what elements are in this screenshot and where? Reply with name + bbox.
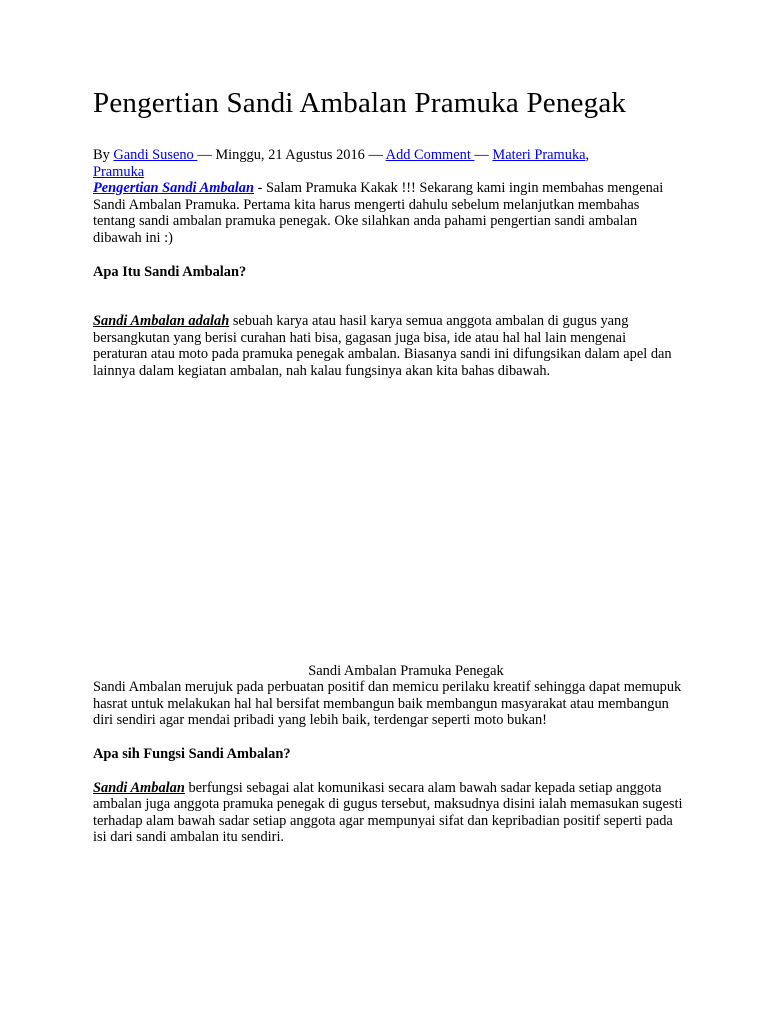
- image-placeholder: [93, 380, 683, 663]
- add-comment-link[interactable]: Add Comment: [385, 147, 475, 163]
- intro-lead-link[interactable]: Pengertian Sandi Ambalan: [93, 180, 254, 197]
- spacer: [93, 729, 683, 746]
- intro-text: - Salam Pramuka Kakak !!! Sekarang kami ingin membahas mengenai Sandi Ambalan Pramuka. Pertama kita harus mengerti dahulu sebelum melanjutkan membahas tentang sandi ambalan pramuka penegak. Oke silahkan anda pahami pengertian sandi ambalan dibawah ini :): [93, 180, 664, 246]
- category-link-materi-pramuka[interactable]: Materi Pramuka: [492, 147, 586, 163]
- spacer: [93, 280, 683, 313]
- spacer: [93, 763, 683, 780]
- section-heading-apa-itu: Apa Itu Sandi Ambalan?: [93, 263, 247, 280]
- function-text: berfungsi sebagai alat komunikasi secara alam bawah sadar kepada setiap anggota ambalan juga anggota pramuka penegak di gugus tersebut, maksudnya disini ialah memasukan sugesti terhadap alam bawah sadar setiap anggota agar mempunyai sifat dan kepribadian positif seperti pada isi dari sandi ambalan itu sendiri.: [93, 779, 683, 846]
- figure-caption: Sandi Ambalan Pramuka Penegak: [308, 662, 504, 679]
- definition-paragraph: [93, 313, 683, 379]
- article-body: [93, 86, 683, 846]
- definition-lead: Sandi Ambalan adalah: [93, 313, 230, 330]
- intro-paragraph: [93, 180, 683, 246]
- meta-date: — Minggu, 21 Agustus 2016 —: [197, 147, 386, 163]
- function-paragraph: [93, 780, 683, 846]
- article-meta: [93, 147, 683, 180]
- meta-comma: ,: [585, 147, 590, 163]
- meta-separator: —: [474, 147, 493, 163]
- section-heading-fungsi: Apa sih Fungsi Sandi Ambalan?: [93, 745, 291, 762]
- explanation-paragraph: Sandi Ambalan merujuk pada perbuatan positif dan memicu perilaku kreatif sehingga dapat memupuk hasrat untuk melakukan hal hal bersifat membangun baik membangun masyarakat atau membangun diri sendiri agar mendai pribadi yang lebih baik, terdengar seperti moto bukan!: [93, 679, 682, 729]
- function-lead: Sandi Ambalan: [93, 779, 185, 796]
- page-title: Pengertian Sandi Ambalan Pramuka Penegak: [93, 87, 627, 119]
- spacer: [93, 247, 683, 264]
- definition-text: sebuah karya atau hasil karya semua anggota ambalan di gugus yang bersangkutan yang berisi curahan hati bisa, gagasan juga bisa, ide atau hal hal lain mengenai peraturan atau moto pada pramuka penegak ambalan. Biasanya sandi ini difungsikan dalam apel dan lainnya dalam kegiatan ambalan, nah kalau fungsinya akan kita bahas dibawah.: [93, 313, 672, 379]
- author-link[interactable]: Gandi Suseno: [113, 147, 198, 163]
- category-link-pramuka[interactable]: Pramuka: [93, 163, 145, 180]
- meta-by: By: [93, 147, 114, 163]
